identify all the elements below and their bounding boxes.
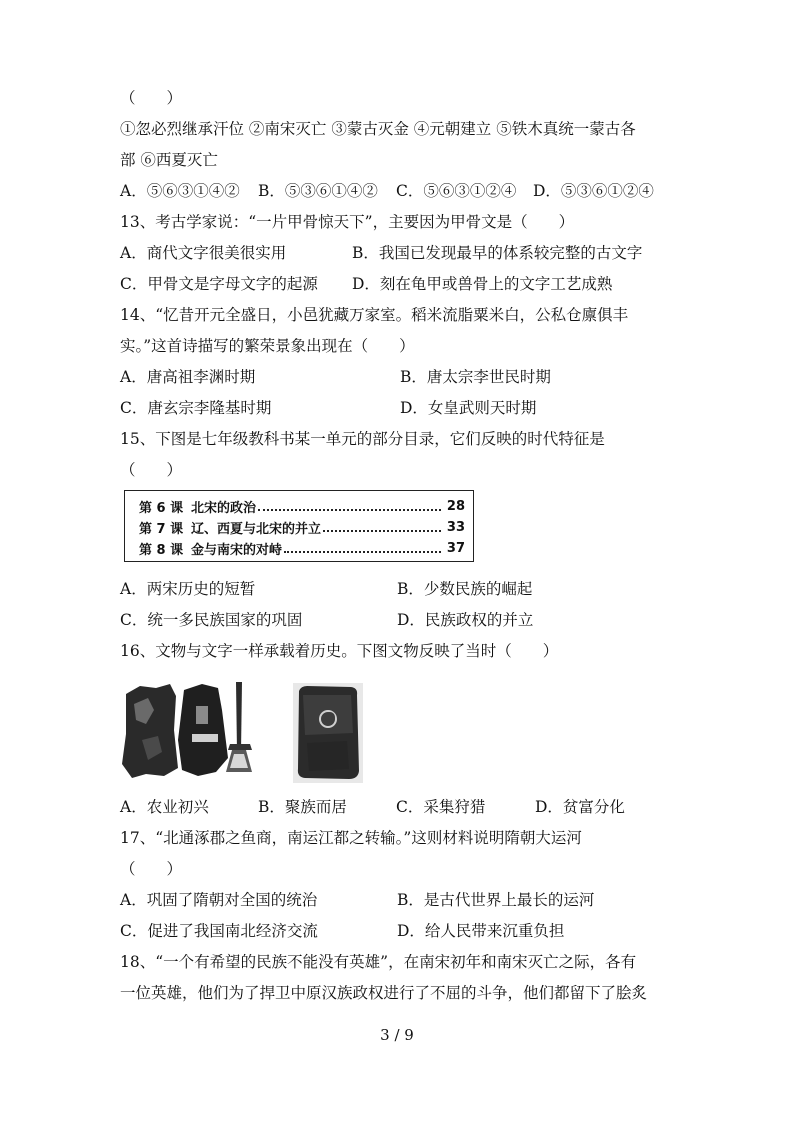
- q17-paren: （ ）: [120, 860, 183, 878]
- toc-page-number: 33: [446, 519, 465, 535]
- q13-option-c: C．甲骨文是字母文字的起源: [120, 275, 318, 293]
- q14-option-d: D．女皇武则天时期: [400, 399, 537, 417]
- toc-leader-dots: [284, 543, 441, 553]
- toc-page-number: 28: [446, 498, 465, 514]
- q17-stem-line1: 17、“北通涿郡之鱼商，南运江都之转输。”这则材料说明隋朝大运河: [120, 829, 582, 847]
- q15-option-d: D．民族政权的并立: [397, 611, 534, 629]
- toc-lesson-title: 辽、西夏与北宋的并立: [191, 521, 322, 537]
- toc-lesson-title: 金与南宋的对峙: [191, 542, 283, 558]
- q18-stem-line2: 一位英雄，他们为了捍卫中原汉族政权进行了不屈的斗争，他们都留下了脍炙: [120, 984, 648, 1002]
- toc-leader-dots: [323, 522, 441, 532]
- q16-option-a: A．农业初兴: [120, 798, 209, 816]
- q14-option-c: C．唐玄宗李隆基时期: [120, 399, 272, 417]
- q14-option-a: A．唐高祖李渊时期: [120, 368, 256, 386]
- q15-stem-line1: 15、下图是七年级教科书某一单元的部分目录，它们反映的时代特征是: [120, 430, 605, 448]
- q13-stem: 13、考古学家说：“一片甲骨惊天下”，主要因为甲骨文是（ ）: [120, 213, 575, 231]
- q15-paren: （ ）: [120, 461, 183, 479]
- q16-option-c: C．采集狩猎: [396, 798, 486, 816]
- toc-leader-dots: [258, 501, 441, 511]
- toc-row-lesson-6: [139, 497, 465, 515]
- q17-option-d: D．给人民带来沉重负担: [397, 922, 565, 940]
- jade-artifact-photo: [293, 683, 363, 783]
- q12-items-line2: 部 ⑥西夏灭亡: [120, 151, 218, 169]
- q16-stem: 16、文物与文字一样承载着历史。下图文物反映了当时（ ）: [120, 642, 559, 660]
- q14-stem-line1: 14、“忆昔开元全盛日，小邑犹藏万家室。稻米流脂粟米白，公私仓廪俱丰: [120, 306, 629, 324]
- q12-paren: （ ）: [120, 89, 183, 107]
- q17-option-c: C．促进了我国南北经济交流: [120, 922, 318, 940]
- q12-items-line1: ①忽必烈继承汗位 ②南宋灭亡 ③蒙古灭金 ④元朝建立 ⑤铁木真统一蒙古各: [120, 120, 636, 138]
- q13-option-b: B．我国已发现最早的体系较完整的古文字: [352, 244, 643, 262]
- q13-option-d: D．刻在龟甲或兽骨上的文字工艺成熟: [352, 275, 613, 293]
- textbook-toc-figure: [124, 490, 474, 562]
- q12-option-c: C．⑤⑥③①②④: [396, 182, 517, 200]
- q13-option-a: A．商代文字很美很实用: [120, 244, 287, 262]
- q15-option-a: A．两宋历史的短暂: [120, 580, 256, 598]
- toc-lesson-title: 北宋的政治: [191, 500, 257, 516]
- toc-lesson-number: 第 7 课: [139, 521, 184, 537]
- page-number: 3 / 9: [380, 1026, 414, 1044]
- toc-page-number: 37: [446, 540, 465, 556]
- q17-option-b: B．是古代世界上最长的运河: [397, 891, 595, 909]
- q16-option-b: B．聚族而居: [258, 798, 347, 816]
- q12-option-a: A．⑤⑥③①④②: [120, 182, 240, 200]
- toc-row-lesson-8: [139, 539, 465, 557]
- q17-option-a: A．巩固了隋朝对全国的统治: [120, 891, 318, 909]
- q15-option-c: C．统一多民族国家的巩固: [120, 611, 303, 629]
- toc-lesson-number: 第 8 课: [139, 542, 184, 558]
- toc-lesson-number: 第 6 课: [139, 500, 184, 516]
- q15-option-b: B．少数民族的崛起: [397, 580, 533, 598]
- toc-row-lesson-7: [139, 518, 465, 536]
- stone-tools-artifact-photo: [118, 680, 268, 784]
- q18-stem-line1: 18、“一个有希望的民族不能没有英雄”，在南宋初年和南宋灭亡之际，各有: [120, 953, 637, 971]
- q16-option-d: D．贫富分化: [535, 798, 625, 816]
- q12-option-b: B．⑤③⑥①④②: [258, 182, 378, 200]
- q14-option-b: B．唐太宗李世民时期: [400, 368, 551, 386]
- q12-option-d: D．⑤③⑥①②④: [533, 182, 654, 200]
- q14-stem-line2: 实。”这首诗描写的繁荣景象出现在（ ）: [120, 337, 415, 355]
